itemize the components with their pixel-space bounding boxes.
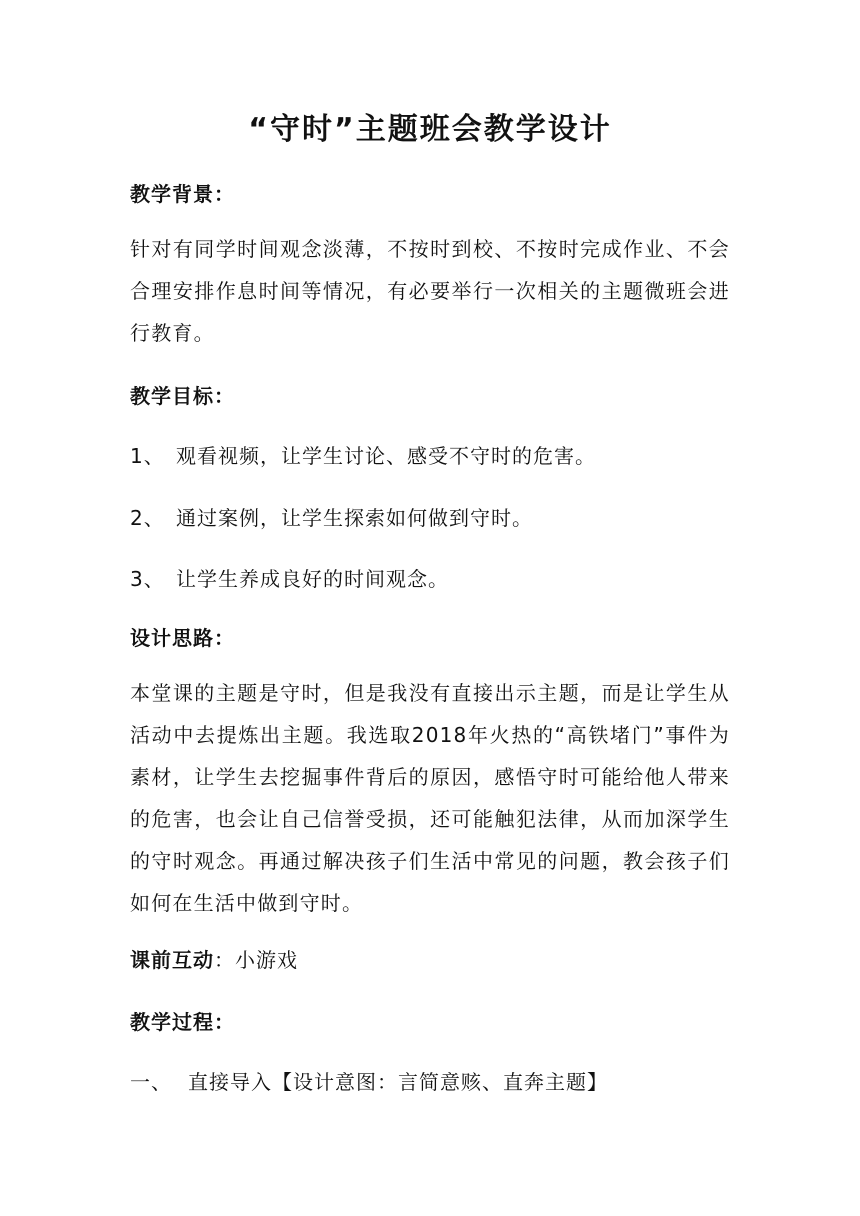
- goal-number: 1、: [130, 444, 165, 468]
- step-text: 直接导入【设计意图：言简意赅、直奔主题】: [188, 1070, 608, 1094]
- goal-item-2: [130, 502, 533, 531]
- goal-number: 3、: [130, 567, 165, 591]
- pre-class-label: 课前互动: [130, 948, 214, 972]
- process-heading: 教学过程：: [130, 1010, 235, 1034]
- design-heading: 设计思路：: [130, 626, 235, 650]
- goal-text: 通过案例，让学生探索如何做到守时。: [176, 506, 533, 530]
- background-heading: 教学背景：: [130, 182, 235, 206]
- pre-class-colon: ：: [214, 948, 235, 972]
- process-step-1: [130, 1066, 608, 1095]
- goal-text: 让学生养成良好的时间观念。: [176, 567, 449, 591]
- pre-class-line: [130, 944, 298, 973]
- document-title: “守时”主题班会教学设计: [248, 112, 612, 147]
- design-paragraph: 本堂课的主题是守时，但是我没有直接出示主题，而是让学生从活动中去提炼出主题。我选取2018年火热的“高铁堵门”事件为素材，让学生去挖掘事件背后的原因，感悟守时可能给他人带来的危害，也会让自己信誉受损，还可能触犯法律，从而加深学生的守时观念。再通过解决孩子们生活中常见的问题，教会孩子们如何在生活中做到守时。: [130, 681, 730, 915]
- goal-number: 2、: [130, 506, 165, 530]
- goals-heading: 教学目标：: [130, 384, 235, 408]
- goal-item-1: [130, 440, 596, 469]
- goal-item-3: [130, 563, 449, 592]
- goal-text: 观看视频，让学生讨论、感受不守时的危害。: [176, 444, 596, 468]
- pre-class-text: 小游戏: [235, 948, 298, 972]
- background-paragraph: 针对有同学时间观念淡薄，不按时到校、不按时完成作业、不会合理安排作息时间等情况，有必要举行一次相关的主题微班会进行教育。: [130, 237, 730, 345]
- step-number: 一、: [130, 1070, 172, 1094]
